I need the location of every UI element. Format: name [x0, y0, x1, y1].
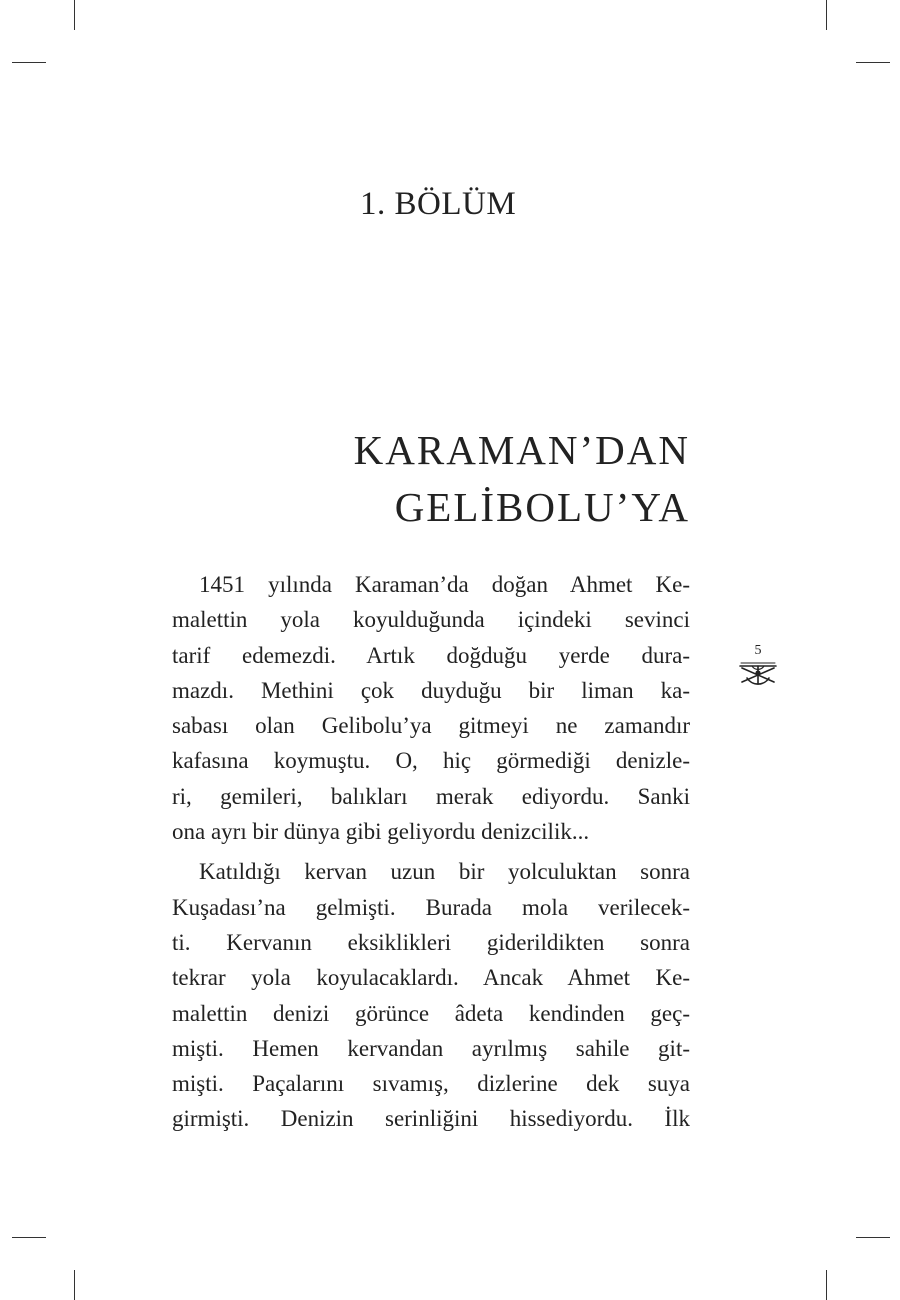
crop-mark-right-top	[856, 62, 890, 63]
text-line: mişti. Hemen kervandan ayrılmış sahile git-	[172, 1035, 690, 1061]
text-line: sabası olan Gelibolu’ya gitmeyi ne zamandır	[172, 713, 690, 739]
page-number: 5	[754, 643, 762, 658]
body-text	[172, 567, 690, 1137]
text-line: ri, gemileri, balıkları merak ediyordu. Sanki	[172, 783, 690, 809]
chapter-title	[354, 422, 690, 536]
paragraph-1	[172, 567, 690, 849]
text-line: malettin denizi görünce âdeta kendinden geç-	[172, 1000, 690, 1026]
text-line: ona ayrı bir dünya gibi geliyordu denizcilik...	[172, 819, 590, 845]
ships-wheel-icon	[738, 656, 778, 688]
crop-mark-top-left	[74, 0, 75, 30]
text-line: Katıldığı kervan uzun bir yolculuktan sonra	[199, 859, 690, 885]
crop-mark-bottom-right	[826, 1270, 827, 1300]
page-number-ornament	[734, 644, 782, 692]
crop-mark-left-top	[12, 62, 46, 63]
paragraph-2	[172, 854, 690, 1136]
chapter-title-line-2: GELİBOLU’YA	[394, 484, 690, 530]
text-line: malettin yola koyulduğunda içindeki sevinci	[172, 607, 690, 633]
text-line: 1451 yılında Karaman’da doğan Ahmet Ke-	[199, 572, 690, 597]
text-line: girmişti. Denizin serinliğini hissediyordu. İlk	[172, 1106, 690, 1132]
text-line: mişti. Paçalarını sıvamış, dizlerine dek suya	[172, 1071, 690, 1097]
crop-mark-left-bottom	[12, 1237, 46, 1238]
chapter-heading: 1. BÖLÜM	[360, 186, 517, 222]
crop-mark-bottom-left	[74, 1270, 75, 1300]
text-line: mazdı. Methini çok duyduğu bir liman ka-	[172, 677, 690, 703]
crop-mark-right-bottom	[856, 1237, 890, 1238]
text-line: ti. Kervanın eksiklikleri giderildikten sonra	[172, 929, 690, 955]
text-line: tekrar yola koyulacaklardı. Ancak Ahmet Ke-	[172, 965, 690, 991]
crop-mark-top-right	[826, 0, 827, 30]
text-line: tarif edemezdi. Artık doğduğu yerde dura-	[172, 642, 690, 668]
chapter-title-line-1: KARAMAN’DAN	[353, 427, 690, 473]
text-line: Kuşadası’na gelmişti. Burada mola verilecek-	[172, 894, 690, 920]
text-line: kafasına koymuştu. O, hiç görmediği denizle-	[172, 748, 690, 774]
